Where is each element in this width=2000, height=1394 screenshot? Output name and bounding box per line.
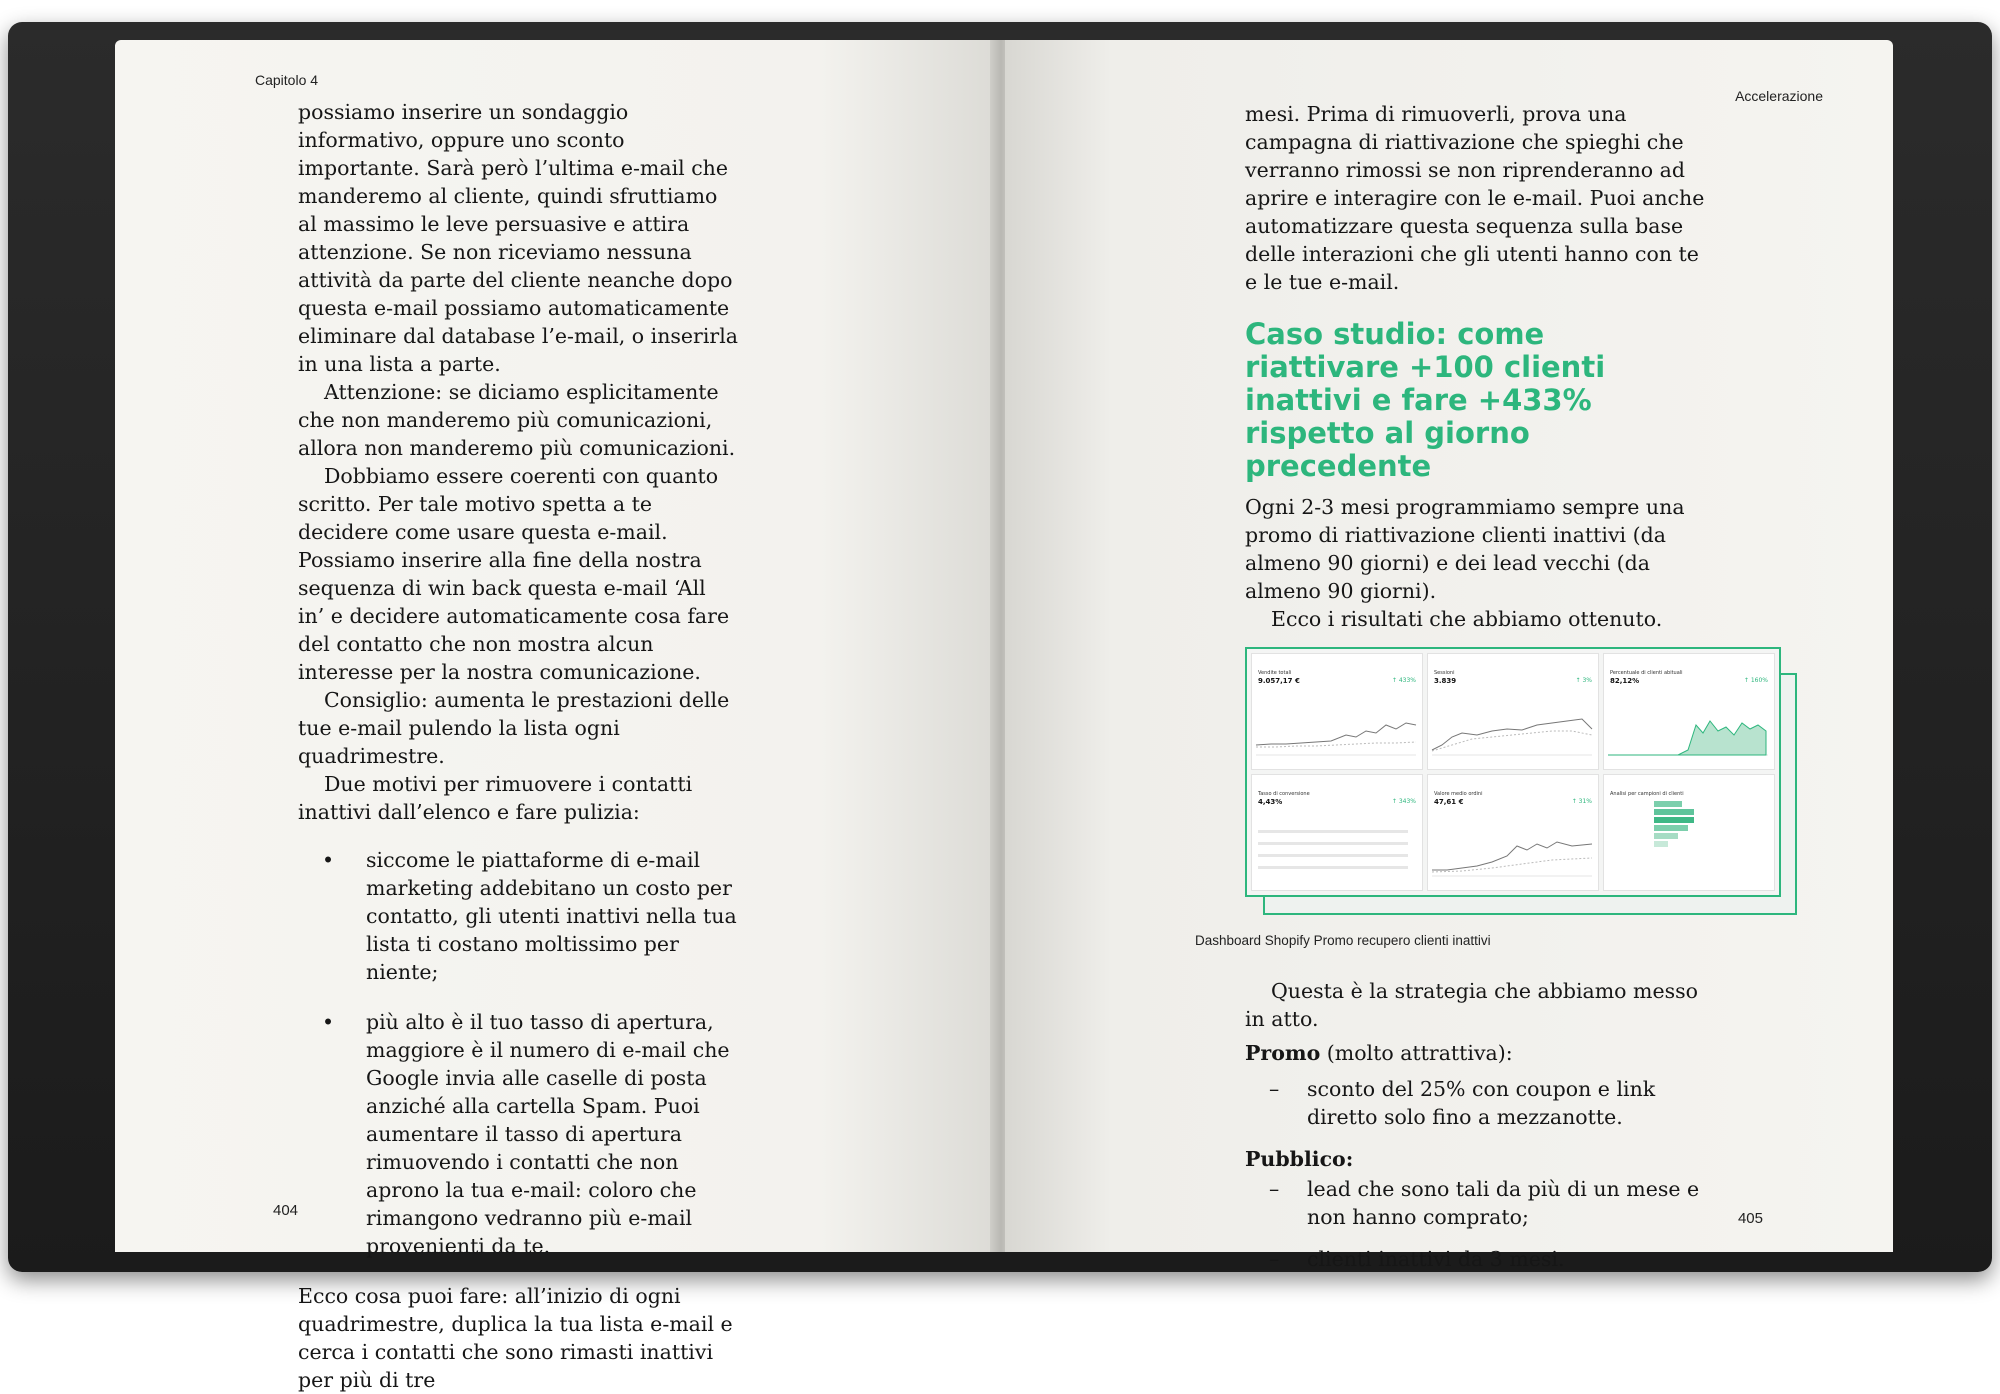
list-item <box>1245 1075 1705 1131</box>
promo-label: Promo <box>1245 1041 1321 1065</box>
panel-title: Percentuale di clienti abituali <box>1610 670 1683 676</box>
paragraph: Questa è la strategia che abbiamo messo in atto. <box>1245 979 1698 1031</box>
bullet-list <box>298 846 738 1260</box>
panel-table-rows <box>1256 816 1416 886</box>
audience-label: Pubblico: <box>1245 1147 1354 1171</box>
paragraph: mesi. Prima di rimuoverli, prova una campagna di riattivazione che spieghi che verranno rimossi se non riprenderanno ad aprire e interagire con le e-mail. Puoi anche automatizzare questa sequenza sulla base delle interazioni che gli utenti hanno con te e le tue e-mail. <box>1245 102 1705 294</box>
paragraph: Ecco i risultati che abbiamo ottenuto. <box>1271 607 1663 631</box>
dash-marker: – <box>1269 1177 1280 1201</box>
bullet-marker: • <box>322 848 335 872</box>
paragraph: Attenzione: se diciamo esplicitamente che non manderemo più comunicazioni, allora non manderemo più comunicazioni. <box>298 380 736 460</box>
left-page <box>115 40 997 1392</box>
left-body-text <box>298 98 738 1394</box>
panel-value: 82,12% <box>1610 677 1640 685</box>
list-item-text: sconto del 25% con coupon e link diretto solo fino a mezzanotte. <box>1307 1077 1656 1129</box>
panel-title: Analisi per campioni di clienti <box>1610 791 1684 797</box>
page-number-right: 405 <box>1737 1210 1763 1227</box>
case-study-heading: Caso studio: come riattivare +100 clienti inattivi e fare +433% rispetto al giorno precedente <box>1245 317 1606 483</box>
dashboard-panel <box>1427 653 1599 770</box>
panel-delta: ↑ 343% <box>1391 798 1416 805</box>
cohort-cell <box>1654 825 1688 831</box>
running-head-left: Capitolo 4 <box>255 72 319 88</box>
panel-title: Vendite totali <box>1258 670 1292 676</box>
dashboard-figure <box>1245 647 1768 917</box>
paragraph: possiamo inserire un sondaggio informativo, oppure uno sconto importante. Sarà però l’ultima e-mail che manderemo al cliente, quindi sfruttiamo al massimo le leve persuasive e attira attenzione. Se non riceviamo nessuna attività da parte del cliente neanche dopo questa e-mail possiamo automaticamente eliminare dal database l’e-mail, o inserirla in una lista a parte. <box>298 100 738 376</box>
figure-caption: Dashboard Shopify Promo recupero clienti inattivi <box>1195 933 1491 948</box>
cohort-cell <box>1654 801 1682 807</box>
paragraph: Due motivi per rimuovere i contatti inattivi dall’elenco e fare pulizia: <box>298 772 693 824</box>
list-item-text: lead che sono tali da più di un mese e non hanno comprato; <box>1307 1177 1700 1229</box>
running-head-right: Accelerazione <box>1735 88 1823 104</box>
list-item-text: siccome le piattaforme di e-mail marketing addebitano un costo per contatto, gli utenti inattivi nella tua lista ti costano moltissimo per niente; <box>366 848 737 984</box>
dashboard-panel <box>1427 774 1599 891</box>
list-item <box>1245 1175 1705 1231</box>
panel-delta: ↑ 31% <box>1571 798 1592 805</box>
panel-value: 47,61 € <box>1434 798 1464 806</box>
paragraph: Consiglio: aumenta le prestazioni delle tue e-mail pulendo la lista ogni quadrimestre. <box>298 688 730 768</box>
panel-delta: ↑ 433% <box>1391 677 1416 684</box>
panel-title: Sessioni <box>1434 670 1455 676</box>
panel-line-chart <box>1432 816 1592 886</box>
panel-value: 3.839 <box>1434 677 1457 685</box>
panel-line-chart <box>1256 695 1416 765</box>
promo-list <box>1245 1075 1705 1131</box>
panel-value: 9.057,17 € <box>1258 677 1300 685</box>
promo-rest: (molto attrattiva): <box>1320 1041 1513 1065</box>
paragraph: Dobbiamo essere coerenti con quanto scritto. Per tale motivo spetta a te decidere come usare questa e-mail. Possiamo inserire alla fine della nostra sequenza di win back questa e-mail ‘All in’ e decidere automaticamente cosa fare del contatto che non mostra alcun interesse per la nostra comunicazione. <box>298 464 730 684</box>
dashboard-panel <box>1603 774 1775 891</box>
list-item <box>298 846 738 986</box>
panel-title: Valore medio ordini <box>1434 791 1483 797</box>
cohort-cell <box>1654 817 1694 823</box>
list-item-text: più alto è il tuo tasso di apertura, maggiore è il numero di e-mail che Google invia alle caselle di posta anziché alla cartella Spam. Puoi aumentare il tasso di apertura rimuovendo i contatti che non aprono la tua e-mail: coloro che rimangono vedranno più e-mail provenienti da te. <box>366 1010 730 1258</box>
dashboard-panel <box>1251 653 1423 770</box>
list-item <box>1245 1245 1705 1273</box>
right-page <box>1005 40 1893 1271</box>
dashboard-screenshot <box>1245 647 1781 897</box>
panel-title: Tasso di conversione <box>1258 791 1310 797</box>
panel-line-chart <box>1432 695 1592 765</box>
cohort-cell <box>1654 809 1694 815</box>
paragraph: Ogni 2-3 mesi programmiamo sempre una promo di riattivazione clienti inattivi (da almeno 90 giorni) e dei lead vecchi (da almeno 90 giorni). <box>1245 495 1685 603</box>
panel-delta: ↑ 3% <box>1575 677 1592 684</box>
panel-value: 4,43% <box>1258 798 1283 806</box>
dashboard-panel <box>1603 653 1775 770</box>
list-item-text: clienti inattivi da 3 mesi. <box>1307 1247 1565 1271</box>
panel-area-chart <box>1608 695 1768 765</box>
cohort-cell <box>1654 833 1678 839</box>
panel-delta: ↑ 160% <box>1743 677 1768 684</box>
cohort-cell <box>1654 841 1668 847</box>
promo-line <box>1245 1039 1705 1067</box>
audience-line <box>1245 1145 1705 1173</box>
dashboard-panel <box>1251 774 1423 891</box>
page-number-left: 404 <box>273 1202 299 1219</box>
paragraph: Ecco cosa puoi fare: all’inizio di ogni quadrimestre, duplica la tua lista e-mail e cerca i contatti che sono rimasti inattivi per più di tre <box>298 1284 733 1392</box>
bullet-marker: • <box>322 1010 335 1034</box>
list-item <box>298 1008 738 1260</box>
dash-marker: – <box>1269 1077 1280 1101</box>
audience-list <box>1245 1175 1705 1273</box>
dash-marker: – <box>1269 1247 1280 1271</box>
